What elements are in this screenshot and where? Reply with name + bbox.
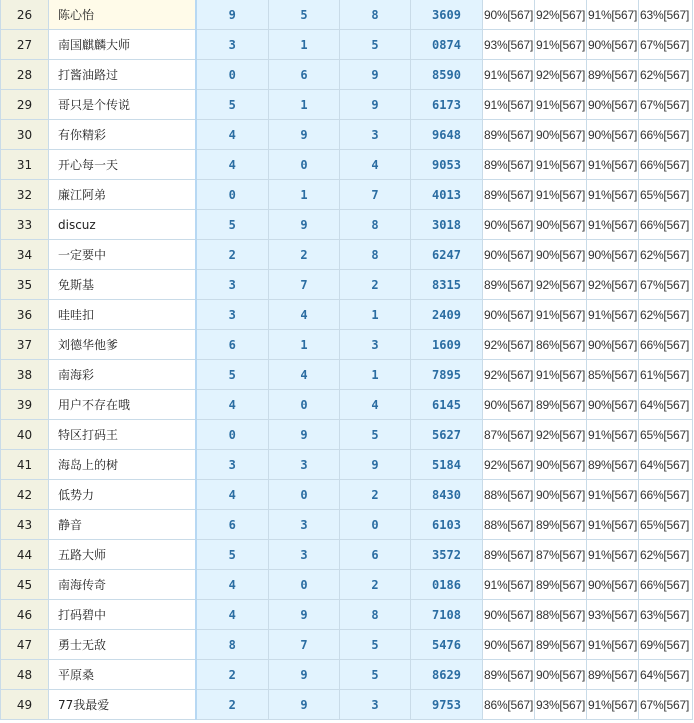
rate-4-cell: 66%[567] xyxy=(639,480,693,510)
code-cell: 4013 xyxy=(411,180,483,210)
rank-cell: 28 xyxy=(1,60,49,90)
digit-3-cell: 9 xyxy=(340,60,411,90)
username-link[interactable]: 南国麒麟大师 xyxy=(49,30,196,60)
rate-1-cell: 89%[567] xyxy=(483,660,535,690)
digit-2-cell: 7 xyxy=(269,630,340,660)
code-cell: 3018 xyxy=(411,210,483,240)
rate-1-cell: 90%[567] xyxy=(483,240,535,270)
rank-cell: 47 xyxy=(1,630,49,660)
digit-3-cell: 4 xyxy=(340,390,411,420)
rate-3-cell: 91%[567] xyxy=(587,510,639,540)
table-row xyxy=(1,600,693,630)
digit-2-cell: 9 xyxy=(269,210,340,240)
table-row xyxy=(1,360,693,390)
rate-1-cell: 86%[567] xyxy=(483,690,535,720)
username-link[interactable]: 刘德华他爹 xyxy=(49,330,196,360)
digit-3-cell: 5 xyxy=(340,660,411,690)
digit-1-cell: 6 xyxy=(196,510,269,540)
rate-4-cell: 66%[567] xyxy=(639,210,693,240)
code-cell: 6103 xyxy=(411,510,483,540)
rate-1-cell: 90%[567] xyxy=(483,0,535,30)
rate-2-cell: 91%[567] xyxy=(535,180,587,210)
rate-2-cell: 91%[567] xyxy=(535,30,587,60)
rate-2-cell: 88%[567] xyxy=(535,600,587,630)
rate-2-cell: 92%[567] xyxy=(535,420,587,450)
digit-2-cell: 0 xyxy=(269,480,340,510)
code-cell: 5627 xyxy=(411,420,483,450)
username-link[interactable]: 打酱油路过 xyxy=(49,60,196,90)
rank-cell: 31 xyxy=(1,150,49,180)
rate-4-cell: 69%[567] xyxy=(639,630,693,660)
digit-3-cell: 2 xyxy=(340,270,411,300)
digit-3-cell: 7 xyxy=(340,180,411,210)
username-link[interactable]: 廉江阿弟 xyxy=(49,180,196,210)
rate-3-cell: 90%[567] xyxy=(587,570,639,600)
digit-3-cell: 3 xyxy=(340,690,411,720)
rate-4-cell: 64%[567] xyxy=(639,450,693,480)
digit-3-cell: 6 xyxy=(340,540,411,570)
rate-3-cell: 91%[567] xyxy=(587,420,639,450)
digit-3-cell: 5 xyxy=(340,30,411,60)
table-row xyxy=(1,390,693,420)
rate-4-cell: 66%[567] xyxy=(639,330,693,360)
digit-3-cell: 9 xyxy=(340,450,411,480)
table-row xyxy=(1,540,693,570)
rank-cell: 46 xyxy=(1,600,49,630)
rate-4-cell: 67%[567] xyxy=(639,30,693,60)
table-row xyxy=(1,30,693,60)
digit-3-cell: 3 xyxy=(340,120,411,150)
rate-3-cell: 91%[567] xyxy=(587,630,639,660)
rate-1-cell: 91%[567] xyxy=(483,60,535,90)
rank-cell: 26 xyxy=(1,0,49,30)
rate-1-cell: 91%[567] xyxy=(483,570,535,600)
username-link[interactable]: 低势力 xyxy=(49,480,196,510)
code-cell: 0186 xyxy=(411,570,483,600)
rate-3-cell: 91%[567] xyxy=(587,480,639,510)
digit-2-cell: 7 xyxy=(269,270,340,300)
username-link[interactable]: 平原桑 xyxy=(49,660,196,690)
username-link[interactable]: 海岛上的树 xyxy=(49,450,196,480)
rate-2-cell: 86%[567] xyxy=(535,330,587,360)
rate-3-cell: 89%[567] xyxy=(587,60,639,90)
digit-1-cell: 4 xyxy=(196,390,269,420)
code-cell: 7108 xyxy=(411,600,483,630)
digit-3-cell: 5 xyxy=(340,420,411,450)
username-link[interactable]: 哇哇扣 xyxy=(49,300,196,330)
rate-3-cell: 89%[567] xyxy=(587,450,639,480)
digit-2-cell: 9 xyxy=(269,420,340,450)
rate-3-cell: 90%[567] xyxy=(587,330,639,360)
code-cell: 6247 xyxy=(411,240,483,270)
rate-1-cell: 87%[567] xyxy=(483,420,535,450)
rate-4-cell: 63%[567] xyxy=(639,0,693,30)
table-row xyxy=(1,150,693,180)
table-row xyxy=(1,510,693,540)
code-cell: 9753 xyxy=(411,690,483,720)
rate-4-cell: 65%[567] xyxy=(639,420,693,450)
table-row xyxy=(1,300,693,330)
digit-3-cell: 8 xyxy=(340,210,411,240)
rate-1-cell: 89%[567] xyxy=(483,150,535,180)
code-cell: 9053 xyxy=(411,150,483,180)
digit-2-cell: 3 xyxy=(269,540,340,570)
table-row xyxy=(1,60,693,90)
code-cell: 1609 xyxy=(411,330,483,360)
code-cell: 8430 xyxy=(411,480,483,510)
rank-cell: 41 xyxy=(1,450,49,480)
table-row xyxy=(1,690,693,720)
rate-1-cell: 90%[567] xyxy=(483,630,535,660)
table-row xyxy=(1,270,693,300)
rate-2-cell: 90%[567] xyxy=(535,240,587,270)
rate-4-cell: 65%[567] xyxy=(639,180,693,210)
username-link[interactable]: 五路大师 xyxy=(49,540,196,570)
rate-4-cell: 61%[567] xyxy=(639,360,693,390)
rate-1-cell: 92%[567] xyxy=(483,360,535,390)
digit-2-cell: 4 xyxy=(269,360,340,390)
digit-3-cell: 5 xyxy=(340,630,411,660)
rank-cell: 27 xyxy=(1,30,49,60)
digit-1-cell: 4 xyxy=(196,120,269,150)
digit-1-cell: 4 xyxy=(196,150,269,180)
digit-3-cell: 2 xyxy=(340,480,411,510)
digit-2-cell: 0 xyxy=(269,150,340,180)
digit-1-cell: 5 xyxy=(196,540,269,570)
table-row xyxy=(1,90,693,120)
rate-4-cell: 62%[567] xyxy=(639,240,693,270)
rate-3-cell: 91%[567] xyxy=(587,690,639,720)
digit-1-cell: 8 xyxy=(196,630,269,660)
rate-2-cell: 93%[567] xyxy=(535,690,587,720)
digit-1-cell: 9 xyxy=(196,0,269,30)
rate-3-cell: 85%[567] xyxy=(587,360,639,390)
username-link[interactable]: 一定要中 xyxy=(49,240,196,270)
username-link[interactable]: discuz xyxy=(49,210,196,240)
digit-1-cell: 3 xyxy=(196,270,269,300)
digit-3-cell: 8 xyxy=(340,0,411,30)
rate-3-cell: 90%[567] xyxy=(587,90,639,120)
digit-3-cell: 2 xyxy=(340,570,411,600)
rate-2-cell: 89%[567] xyxy=(535,510,587,540)
username-link[interactable]: 有你精彩 xyxy=(49,120,196,150)
rate-3-cell: 91%[567] xyxy=(587,540,639,570)
rank-cell: 30 xyxy=(1,120,49,150)
rate-2-cell: 92%[567] xyxy=(535,60,587,90)
digit-1-cell: 0 xyxy=(196,180,269,210)
code-cell: 7895 xyxy=(411,360,483,390)
username-link[interactable]: 静音 xyxy=(49,510,196,540)
rank-cell: 32 xyxy=(1,180,49,210)
table-row xyxy=(1,0,693,30)
username-link[interactable]: 免斯基 xyxy=(49,270,196,300)
digit-1-cell: 2 xyxy=(196,240,269,270)
code-cell: 8590 xyxy=(411,60,483,90)
digit-2-cell: 1 xyxy=(269,180,340,210)
rate-2-cell: 92%[567] xyxy=(535,0,587,30)
digit-2-cell: 5 xyxy=(269,0,340,30)
code-cell: 2409 xyxy=(411,300,483,330)
digit-2-cell: 1 xyxy=(269,330,340,360)
ranking-table-body xyxy=(1,0,693,720)
rank-cell: 33 xyxy=(1,210,49,240)
rate-1-cell: 90%[567] xyxy=(483,300,535,330)
code-cell: 5184 xyxy=(411,450,483,480)
rate-3-cell: 92%[567] xyxy=(587,270,639,300)
digit-3-cell: 1 xyxy=(340,300,411,330)
rate-4-cell: 65%[567] xyxy=(639,510,693,540)
rate-2-cell: 91%[567] xyxy=(535,150,587,180)
digit-1-cell: 2 xyxy=(196,660,269,690)
digit-3-cell: 8 xyxy=(340,240,411,270)
rate-3-cell: 90%[567] xyxy=(587,240,639,270)
rate-3-cell: 91%[567] xyxy=(587,0,639,30)
username-link[interactable]: 哥只是个传说 xyxy=(49,90,196,120)
rank-cell: 45 xyxy=(1,570,49,600)
rate-4-cell: 64%[567] xyxy=(639,660,693,690)
table-row xyxy=(1,120,693,150)
rate-4-cell: 67%[567] xyxy=(639,690,693,720)
rate-2-cell: 91%[567] xyxy=(535,90,587,120)
digit-2-cell: 0 xyxy=(269,390,340,420)
code-cell: 6173 xyxy=(411,90,483,120)
rate-1-cell: 89%[567] xyxy=(483,120,535,150)
table-row xyxy=(1,450,693,480)
table-row xyxy=(1,180,693,210)
digit-1-cell: 3 xyxy=(196,300,269,330)
rate-1-cell: 90%[567] xyxy=(483,210,535,240)
rate-2-cell: 90%[567] xyxy=(535,450,587,480)
digit-1-cell: 6 xyxy=(196,330,269,360)
digit-3-cell: 4 xyxy=(340,150,411,180)
rank-cell: 29 xyxy=(1,90,49,120)
table-row xyxy=(1,570,693,600)
username-link[interactable]: 打码碧中 xyxy=(49,600,196,630)
code-cell: 9648 xyxy=(411,120,483,150)
code-cell: 0874 xyxy=(411,30,483,60)
code-cell: 3572 xyxy=(411,540,483,570)
digit-2-cell: 3 xyxy=(269,450,340,480)
username-link[interactable]: 勇士无敌 xyxy=(49,630,196,660)
digit-3-cell: 9 xyxy=(340,90,411,120)
digit-2-cell: 4 xyxy=(269,300,340,330)
rate-3-cell: 90%[567] xyxy=(587,390,639,420)
rate-3-cell: 90%[567] xyxy=(587,120,639,150)
rank-cell: 43 xyxy=(1,510,49,540)
digit-1-cell: 3 xyxy=(196,30,269,60)
rate-1-cell: 88%[567] xyxy=(483,510,535,540)
rate-2-cell: 91%[567] xyxy=(535,300,587,330)
username-link[interactable]: 陈心怡 xyxy=(49,0,196,30)
digit-3-cell: 3 xyxy=(340,330,411,360)
rank-cell: 44 xyxy=(1,540,49,570)
rate-2-cell: 90%[567] xyxy=(535,120,587,150)
code-cell: 5476 xyxy=(411,630,483,660)
rate-1-cell: 90%[567] xyxy=(483,600,535,630)
rank-cell: 34 xyxy=(1,240,49,270)
rate-3-cell: 91%[567] xyxy=(587,300,639,330)
code-cell: 3609 xyxy=(411,0,483,30)
rate-2-cell: 91%[567] xyxy=(535,360,587,390)
code-cell: 8629 xyxy=(411,660,483,690)
rank-cell: 42 xyxy=(1,480,49,510)
rate-4-cell: 66%[567] xyxy=(639,120,693,150)
rate-2-cell: 92%[567] xyxy=(535,270,587,300)
rate-4-cell: 64%[567] xyxy=(639,390,693,420)
rate-3-cell: 91%[567] xyxy=(587,210,639,240)
rate-4-cell: 63%[567] xyxy=(639,600,693,630)
rate-2-cell: 89%[567] xyxy=(535,630,587,660)
rate-3-cell: 91%[567] xyxy=(587,180,639,210)
table-row xyxy=(1,330,693,360)
digit-1-cell: 5 xyxy=(196,210,269,240)
digit-2-cell: 9 xyxy=(269,690,340,720)
rate-1-cell: 88%[567] xyxy=(483,480,535,510)
rate-1-cell: 91%[567] xyxy=(483,90,535,120)
username-link[interactable]: 用户不存在哦 xyxy=(49,390,196,420)
rate-4-cell: 67%[567] xyxy=(639,90,693,120)
digit-2-cell: 9 xyxy=(269,120,340,150)
digit-2-cell: 0 xyxy=(269,570,340,600)
code-cell: 6145 xyxy=(411,390,483,420)
digit-3-cell: 8 xyxy=(340,600,411,630)
rate-3-cell: 93%[567] xyxy=(587,600,639,630)
digit-2-cell: 9 xyxy=(269,600,340,630)
rate-3-cell: 91%[567] xyxy=(587,150,639,180)
rate-1-cell: 89%[567] xyxy=(483,180,535,210)
rate-1-cell: 89%[567] xyxy=(483,540,535,570)
rate-2-cell: 89%[567] xyxy=(535,570,587,600)
username-link[interactable]: 开心每一天 xyxy=(49,150,196,180)
username-link[interactable]: 特区打码王 xyxy=(49,420,196,450)
rank-cell: 36 xyxy=(1,300,49,330)
rate-1-cell: 89%[567] xyxy=(483,270,535,300)
rate-3-cell: 90%[567] xyxy=(587,30,639,60)
rate-2-cell: 90%[567] xyxy=(535,660,587,690)
table-row xyxy=(1,210,693,240)
digit-2-cell: 1 xyxy=(269,30,340,60)
rate-4-cell: 66%[567] xyxy=(639,570,693,600)
rank-cell: 48 xyxy=(1,660,49,690)
digit-1-cell: 0 xyxy=(196,420,269,450)
digit-1-cell: 4 xyxy=(196,570,269,600)
username-link[interactable]: 77我最爱 xyxy=(49,690,196,720)
rank-cell: 38 xyxy=(1,360,49,390)
digit-1-cell: 5 xyxy=(196,360,269,390)
digit-1-cell: 2 xyxy=(196,690,269,720)
rate-2-cell: 89%[567] xyxy=(535,390,587,420)
table-row xyxy=(1,420,693,450)
digit-1-cell: 3 xyxy=(196,450,269,480)
rate-1-cell: 92%[567] xyxy=(483,330,535,360)
digit-2-cell: 3 xyxy=(269,510,340,540)
digit-1-cell: 0 xyxy=(196,60,269,90)
code-cell: 8315 xyxy=(411,270,483,300)
rate-2-cell: 87%[567] xyxy=(535,540,587,570)
table-row xyxy=(1,240,693,270)
table-row xyxy=(1,480,693,510)
digit-2-cell: 9 xyxy=(269,660,340,690)
rate-4-cell: 62%[567] xyxy=(639,540,693,570)
digit-2-cell: 6 xyxy=(269,60,340,90)
digit-2-cell: 1 xyxy=(269,90,340,120)
rank-cell: 37 xyxy=(1,330,49,360)
rate-1-cell: 90%[567] xyxy=(483,390,535,420)
rank-cell: 35 xyxy=(1,270,49,300)
rate-3-cell: 89%[567] xyxy=(587,660,639,690)
rate-4-cell: 67%[567] xyxy=(639,270,693,300)
digit-3-cell: 0 xyxy=(340,510,411,540)
table-row xyxy=(1,660,693,690)
rank-cell: 40 xyxy=(1,420,49,450)
digit-3-cell: 1 xyxy=(340,360,411,390)
username-link[interactable]: 南海彩 xyxy=(49,360,196,390)
digit-1-cell: 4 xyxy=(196,600,269,630)
rate-4-cell: 62%[567] xyxy=(639,60,693,90)
username-link[interactable]: 南海传奇 xyxy=(49,570,196,600)
table-row xyxy=(1,630,693,660)
rate-4-cell: 62%[567] xyxy=(639,300,693,330)
rate-2-cell: 90%[567] xyxy=(535,210,587,240)
rate-1-cell: 93%[567] xyxy=(483,30,535,60)
digit-2-cell: 2 xyxy=(269,240,340,270)
rank-cell: 39 xyxy=(1,390,49,420)
rate-1-cell: 92%[567] xyxy=(483,450,535,480)
rate-4-cell: 66%[567] xyxy=(639,150,693,180)
rate-2-cell: 90%[567] xyxy=(535,480,587,510)
digit-1-cell: 4 xyxy=(196,480,269,510)
rank-cell: 49 xyxy=(1,690,49,720)
digit-1-cell: 5 xyxy=(196,90,269,120)
